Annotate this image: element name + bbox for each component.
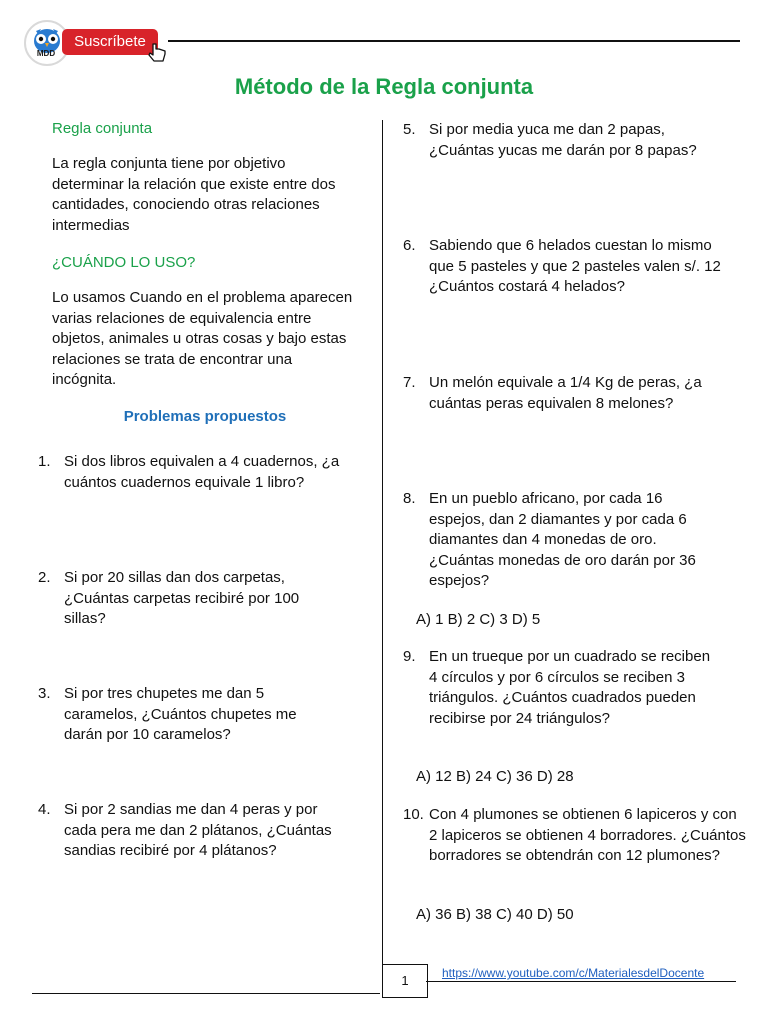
problem-text: Si por tres chupetes me dan 5 caramelos, ¿Cuántos chupetes me darán por 10 caramelos? [64, 685, 297, 743]
logo-text: MDD [36, 49, 56, 58]
subscribe-button[interactable]: Suscríbete [62, 29, 158, 55]
problem-number: 5. [403, 121, 416, 138]
problem-text: Un melón equivale a 1/4 Kg de peras, ¿a cuántas peras equivalen 8 melones? [429, 374, 702, 412]
problem-number: 4. [38, 801, 51, 818]
when-paragraph: Lo usamos Cuando en el problema aparecen varias relaciones de equivalencia entre objetos, animales u otras cosas y bajo estas relaciones se trata de encontrar una incógnita. [52, 289, 353, 388]
problem-text: Con 4 plumones se obtienen 6 lapiceros y con 2 lapiceros se obtienen 4 borradores. ¿Cuántos borradores se obtendrán con 12 plumones? [429, 806, 746, 864]
youtube-link[interactable]: https://www.youtube.com/c/MaterialesdelDocente [442, 966, 705, 980]
answer-options-9: A) 12 B) 24 C) 36 D) 28 [416, 768, 574, 785]
problem-number: 2. [38, 569, 51, 586]
hand-cursor-icon [145, 40, 171, 66]
problem-number: 9. [403, 648, 416, 665]
problem-number: 1. [38, 453, 51, 470]
problem-number: 6. [403, 237, 416, 254]
left-column [52, 120, 358, 425]
heading-cuando: ¿CUÁNDO LO USO? [52, 254, 196, 271]
page-title: Método de la Regla conjunta [234, 74, 534, 99]
problem-text: Si por 2 sandias me dan 4 peras y por cada pera me dan 2 plátanos, ¿Cuántas sandias recibiré por 4 plátanos? [64, 801, 332, 859]
intro-paragraph: La regla conjunta tiene por objetivo determinar la relación que existe entre dos cantidades, conociendo otras relaciones intermedias [52, 155, 336, 234]
problem-number: 3. [38, 685, 51, 702]
footer-link-rule [426, 981, 736, 982]
heading-regla-conjunta: Regla conjunta [52, 120, 153, 137]
problem-text: Si por 20 sillas dan dos carpetas, ¿Cuántas carpetas recibiré por 100 sillas? [64, 569, 300, 627]
problem-number: 8. [403, 490, 416, 507]
answer-options-8: A) 1 B) 2 C) 3 D) 5 [416, 611, 541, 628]
problem-number: 7. [403, 374, 416, 391]
column-divider [382, 120, 383, 995]
answer-options-10: A) 36 B) 38 C) 40 D) 50 [416, 906, 574, 923]
problem-text: En un pueblo africano, por cada 16 espejos, dan 2 diamantes y por cada 6 diamantes dan 4 monedas de oro. ¿Cuántas monedas de oro darán por 36 espejos? [429, 490, 696, 589]
header-rule [168, 40, 740, 42]
problem-number: 10. [403, 806, 424, 823]
problem-text: Si por media yuca me dan 2 papas, ¿Cuántas yucas me darán por 8 papas? [429, 121, 697, 159]
footer-rule [32, 993, 380, 994]
problem-text: Sabiendo que 6 helados cuestan lo mismo que 5 pasteles y que 2 pasteles valen s/. 12 ¿Cuántos costará 4 helados? [429, 237, 721, 295]
heading-problemas: Problemas propuestos [123, 407, 287, 425]
problem-text: Si dos libros equivalen a 4 cuadernos, ¿a cuántos cuadernos equivale 1 libro? [64, 453, 340, 491]
problem-text: En un trueque por un cuadrado se reciben 4 círculos y por 6 círculos se reciben 3 triángulos. ¿Cuántos cuadrados pueden recibirse por 24 triángulos? [429, 648, 711, 727]
page-number: 1 [382, 964, 428, 998]
